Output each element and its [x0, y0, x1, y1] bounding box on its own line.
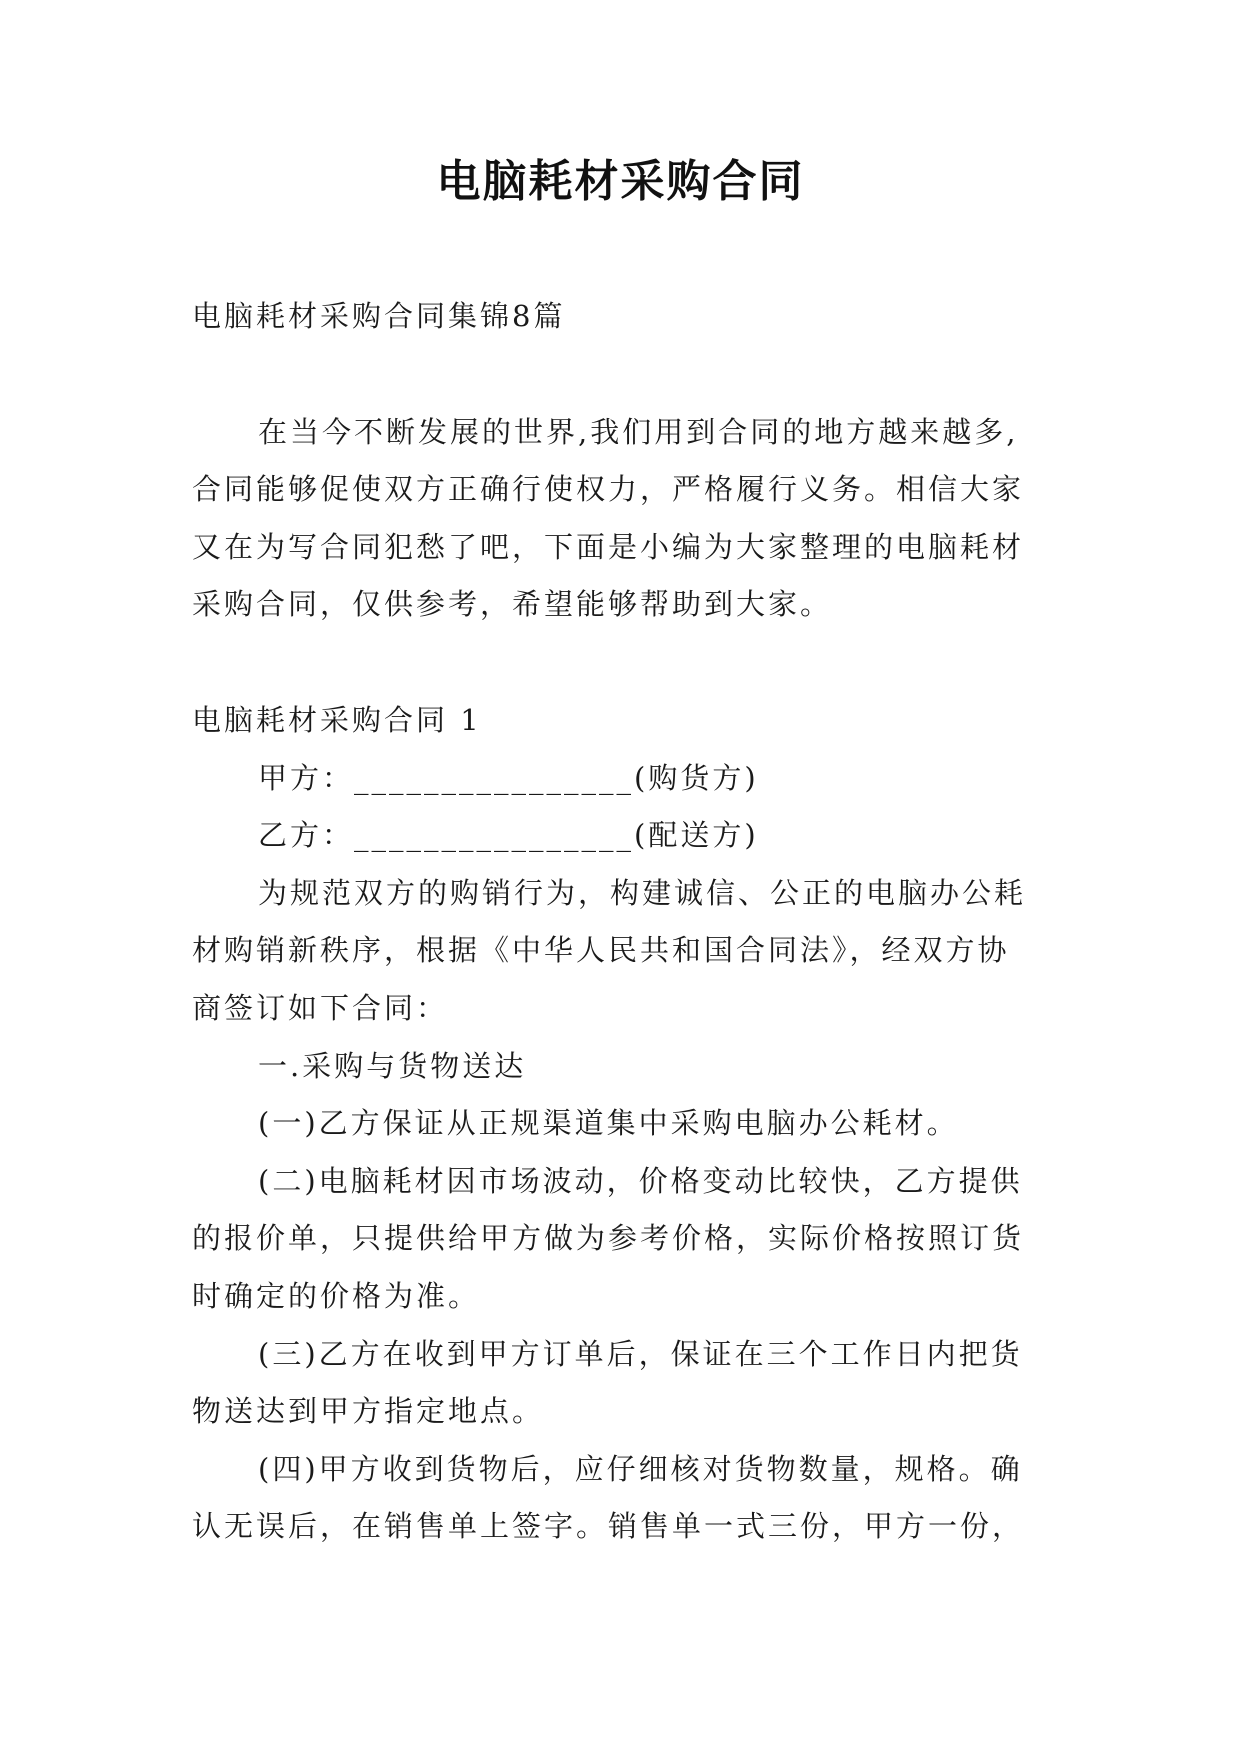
clause-heading: 一.采购与货物送达	[258, 1048, 527, 1083]
section-heading: 电脑耗材采购合同 1	[192, 702, 482, 737]
clause-item-line: 时确定的价格为准。	[192, 1278, 481, 1313]
preamble-paragraph	[192, 865, 1052, 1038]
document-body	[192, 288, 1052, 1556]
preamble-line: 商签订如下合同：	[192, 990, 449, 1025]
intro-line: 又在为写合同犯愁了吧，下面是小编为大家整理的电脑耗材	[192, 529, 1025, 564]
clause-item-line: 的报价单，只提供给甲方做为参考价格，实际价格按照订货	[192, 1221, 1025, 1256]
clause-item-1: (一)乙方保证从正规渠道集中采购电脑办公耗材。	[258, 1106, 959, 1141]
spacer	[192, 346, 1052, 404]
clause-item-2	[192, 1153, 1052, 1326]
clause-item-line: (三)乙方在收到甲方订单后，保证在三个工作日内把货	[258, 1336, 1023, 1371]
intro-line: 合同能够促使双方正确行使权力，严格履行义务。相信大家	[192, 472, 1025, 507]
party-a-line: 甲方：________________(购货方)	[258, 760, 759, 795]
clause-item-line: 物送达到甲方指定地点。	[192, 1394, 545, 1429]
preamble-line: 为规范双方的购销行为，构建诚信、公正的电脑办公耗	[258, 875, 1027, 910]
intro-line: 在当今不断发展的世界,我们用到合同的地方越来越多,	[258, 414, 1019, 449]
document-title: 电脑耗材采购合同	[436, 156, 805, 207]
preamble-line: 材购销新秩序，根据《中华人民共和国合同法》，经双方协	[192, 933, 1010, 968]
clause-item-line: (二)电脑耗材因市场波动，价格变动比较快，乙方提供	[258, 1163, 1023, 1198]
intro-line: 采购合同，仅供参考，希望能够帮助到大家。	[192, 587, 833, 622]
party-b-line: 乙方：________________(配送方)	[258, 818, 759, 853]
subtitle: 电脑耗材采购合同集锦8篇	[192, 299, 566, 333]
clause-item-3	[192, 1326, 1052, 1441]
clause-item-line: (四)甲方收到货物后，应仔细核对货物数量，规格。确	[258, 1451, 1023, 1486]
clause-item-line: 认无误后，在销售单上签字。销售单一式三份，甲方一份，	[192, 1509, 1025, 1544]
clause-item-4	[192, 1441, 1052, 1556]
spacer	[192, 634, 1052, 692]
intro-paragraph	[192, 404, 1052, 634]
